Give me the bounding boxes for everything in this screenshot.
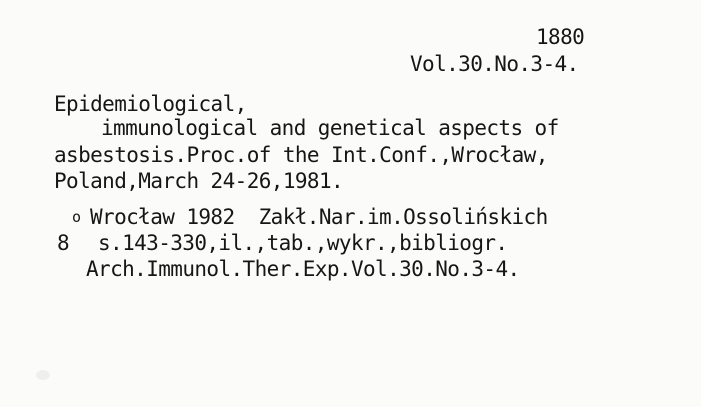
title-line-4: Poland,March 24-26,1981. bbox=[54, 169, 344, 193]
title-line-1: Epidemiological, bbox=[54, 92, 247, 116]
imprint-line-3: Arch.Immunol.Ther.Exp.Vol.30.No.3-4. bbox=[86, 257, 520, 281]
volume-label: Vol.30.No.3-4. bbox=[410, 52, 579, 76]
catalog-number: 1880 bbox=[536, 25, 585, 49]
format-label: 8 bbox=[57, 231, 70, 255]
imprint-line-1: Wrocław 1982 Zakł.Nar.im.Ossolińskich bbox=[90, 205, 548, 229]
paper-mark bbox=[36, 370, 50, 380]
title-line-2: immunological and genetical aspects of bbox=[101, 116, 559, 140]
title-line-3: asbestosis.Proc.of the Int.Conf.,Wrocław, bbox=[54, 143, 548, 167]
imprint-line-2: s.143-330,il.,tab.,wykr.,bibliogr. bbox=[98, 231, 508, 255]
format-superscript: o bbox=[72, 208, 81, 226]
